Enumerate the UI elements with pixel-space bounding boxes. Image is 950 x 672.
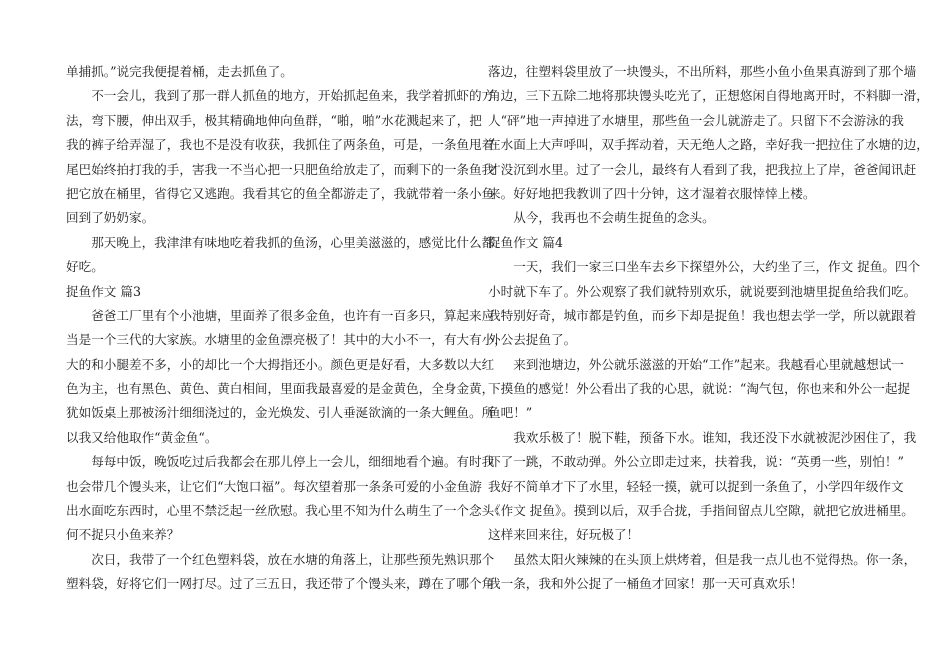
text-line: 我一条，我和外公捉了一桶鱼才回家！那一天可真欢乐！ [488, 576, 803, 592]
text-line: 次日，我带了一个红色塑料袋，放在水塘的角落上，让那些预先熟识那个 [66, 551, 495, 567]
text-line: 爸爸工厂里有个小池塘，里面养了很多金鱼，也许有一百多只，算起来应 [66, 307, 495, 323]
right-column [488, 60, 929, 597]
text-line: 不一会儿，我到了那一群人抓鱼的地方，开始抓起鱼来，我学着抓虾的方 [66, 88, 495, 104]
text-line: 每每中饭，晚饭吃过后我都会在那儿停上一会儿，细细地看个遍。有时我 [66, 454, 495, 470]
text-line: 也会带几个馒头来，让它们“大饱口福”。每次望着那一条条可爱的小金鱼游 [66, 478, 482, 494]
text-line: 大的和小腿差不多，小的却比一个大拇指还小。颜色更是好看，大多数以大红 [66, 356, 495, 372]
text-line: 从今，我再也不会萌生捉鱼的念头。 [488, 210, 715, 226]
text-line: 小时就下车了。外公观察了我们就特别欢乐，就说要到池塘里捉鱼给我们吃。 [488, 283, 917, 299]
text-line: 以我又给他取作“黄金鱼“。 [66, 429, 218, 445]
text-line: 出水面吃东西时，心里不禁泛起一丝欣慰。我心里不知为什么萌生了一个念头： [66, 503, 507, 519]
text-line: 下摸鱼的感觉！外公看出了我的心思，就说：“淘气包，你也来和外公一起捉 [488, 381, 911, 397]
text-line: 塑料袋，好将它们一网打尽。过了三五日，我还带了个馒头来，蹲在了哪个角 [66, 576, 495, 592]
text-line: 虽然太阳火辣辣的在头顶上烘烤着，但是我一点儿也不觉得热。你一条， [488, 551, 917, 567]
text-line: 尾巴始终拍打我的手，害我一不当心把一只肥鱼给放走了，而剩下的一条鱼我 [66, 161, 495, 177]
text-line: 我的裤子给弄湿了，我也不是没有收获，我抓住了两条鱼，可是，一条鱼甩着 [66, 137, 495, 153]
left-column [66, 60, 507, 597]
text-line: 法，弯下腰，伸出双手，极其精确地伸向鱼群，“啪，啪”水花溅起来了，把 [66, 112, 482, 128]
text-line: 犹如饭桌上那被汤汁细细浇过的，金光焕发、引人垂涎欲滴的一条大鲤鱼。所 [66, 405, 495, 421]
text-line: 好吃。 [66, 259, 104, 275]
text-line: 我特别好奇，城市都是钓鱼，而乡下却是捉鱼！我也想去学一学，所以就跟着 [488, 307, 917, 323]
text-line: 来到池塘边，外公就乐滋滋的开始“工作”起来。我越看心里就越想试一 [488, 356, 904, 372]
text-line: 何不捉只小鱼来养？ [66, 527, 180, 543]
section-heading: 捉鱼作文 篇3 [66, 283, 141, 299]
text-line: 回到了奶奶家。 [66, 210, 155, 226]
text-line: 色为主，也有黑色、黄色、黄白相间，里面我最喜爱的是金黄色，全身金黄， [66, 381, 495, 397]
section-heading: 捉鱼作文 篇4 [488, 234, 563, 250]
text-line: 人“砰”地一声掉进了水塘里，那些鱼一会儿就游走了。只留下不会游泳的我 [488, 112, 904, 128]
text-line: 单捕抓。”说完我便提着桶，走去抓鱼了。 [66, 64, 293, 79]
text-line: 我欢乐极了！脱下鞋，预备下水。谁知，我还没下水就被泥沙困住了，我 [488, 429, 917, 445]
text-line: 来。好好地把我教训了四十分钟，这才湿着衣服悻悻上楼。 [488, 185, 816, 201]
text-line: 当是一个三代的大家族。水塘里的金鱼漂亮极了！其中的大小不一，有大有小， [66, 332, 507, 348]
text-line: 我好不简单才下了水里，轻轻一摸，就可以捉到一条鱼了，小学四年级作文 [488, 478, 904, 494]
text-line: 外公去捉鱼了。 [488, 332, 577, 348]
text-line: 在水面上大声呼叫，双手挥动着，天无绝人之路，幸好我一把拉住了水塘的边， [488, 137, 929, 153]
text-line: 鱼吧！” [488, 405, 533, 421]
text-line: 角边，三下五除二地将那块馒头吃光了，正想悠闲自得地离开时，不料脚一滑， [488, 88, 929, 104]
text-line: 这样来回来往，好玩极了！ [488, 527, 640, 543]
text-line: 《作文 捉鱼》。摸到以后，双手合拢，手指间留点儿空隙，就把它放进桶里。 [488, 503, 914, 519]
text-line: 吓了一跳，不敢动弹。外公立即走过来，扶着我，说：“英勇一些，别怕！” [488, 454, 904, 470]
text-line: 那天晚上，我津津有味地吃着我抓的鱼汤，心里美滋滋的，感觉比什么都 [66, 234, 495, 250]
text-line: 把它放在桶里，省得它又逃跑。我看其它的鱼全都游走了，我就带着一条小鱼 [66, 185, 495, 201]
text-line: 落边，往塑料袋里放了一块馒头，不出所料，那些小鱼小鱼果真游到了那个墙 [488, 64, 917, 79]
text-line: 才没沉到水里。过了一会儿，最终有人看到了我，把我拉上了岸，爸爸闻讯赶 [488, 161, 917, 177]
text-line: 一天，我们一家三口坐车去乡下探望外公，大约坐了三，作文 捉鱼。四个 [488, 259, 921, 275]
